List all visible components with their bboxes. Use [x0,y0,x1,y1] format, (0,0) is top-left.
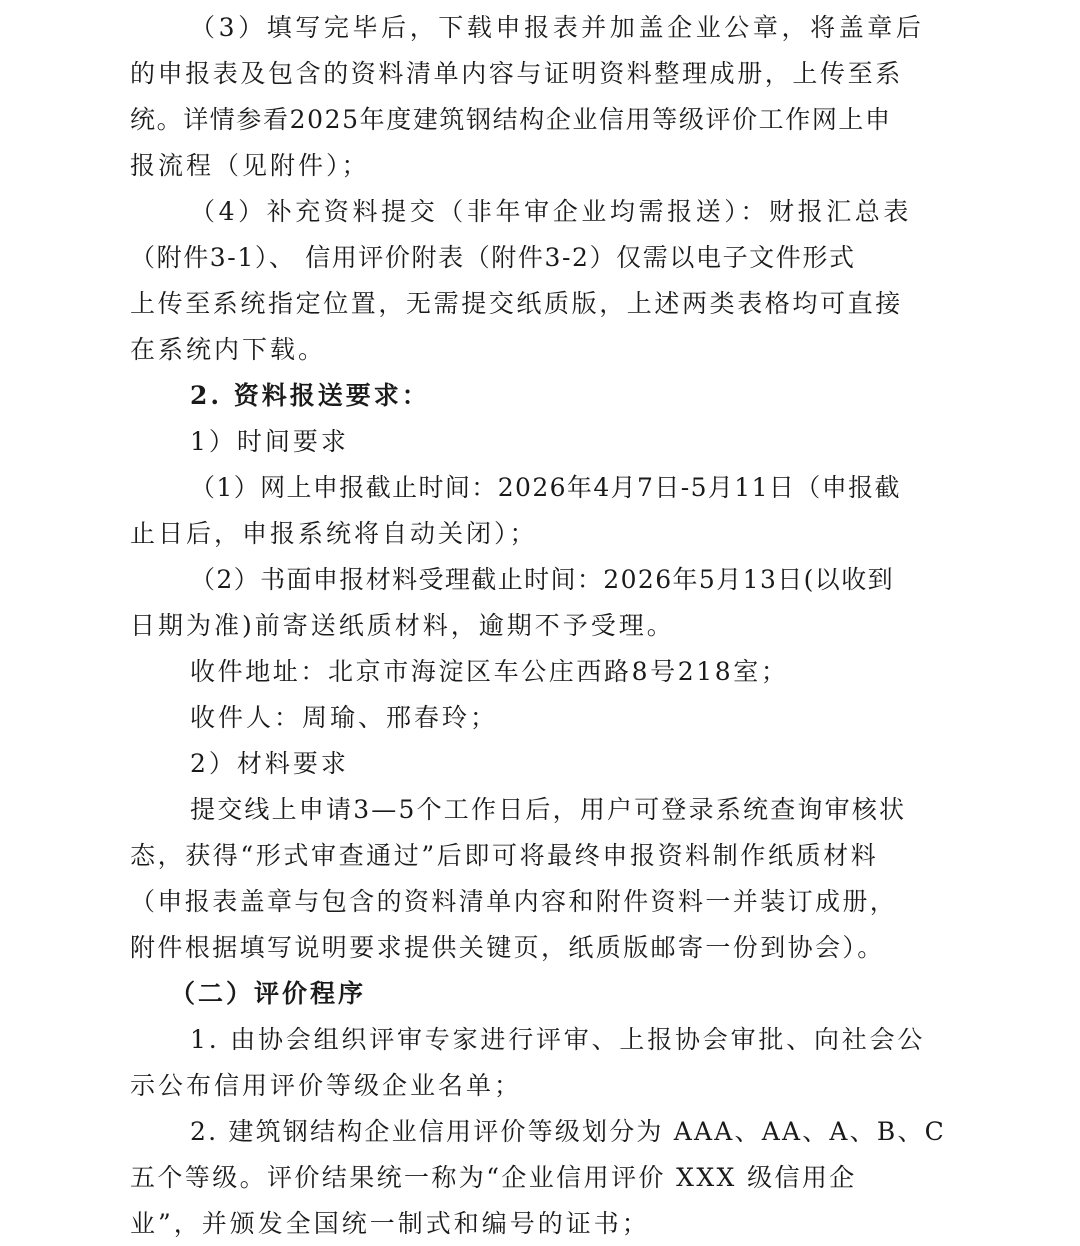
paragraph-line: 业”，并颁发全国统一制式和编号的证书； [130,1209,650,1238]
paragraph-line: 1. 由协会组织评审专家进行评审、上报协会审批、向社会公 [190,1025,926,1054]
paragraph-line: 附件根据填写说明要求提供关键页，纸质版邮寄一份到协会）。 [130,933,885,962]
mailing-address: 收件地址：北京市海淀区车公庄西路8号218室； [190,657,789,686]
subsection-heading: 1）时间要求 [190,427,349,456]
paragraph-line: 日期为准)前寄送纸质材料，逾期不予受理。 [130,611,675,640]
recipient: 收件人：周瑜、邢春玲； [190,703,499,732]
subsection-heading: 2）材料要求 [190,749,349,778]
paragraph-line: （3）填写完毕后，下载申报表并加盖企业公章，将盖章后 [190,13,925,42]
paragraph-line: 五个等级。评价结果统一称为“企业信用评价 XXX 级信用企 [130,1163,857,1192]
paragraph-line: 示公布信用评价等级企业名单； [130,1071,523,1100]
paragraph-line: 2. 建筑钢结构企业信用评价等级划分为 AAA、AA、A、B、C [190,1117,946,1146]
paragraph-line: 态，获得“形式审查通过”后即可将最终申报资料制作纸质材料 [130,841,879,870]
paragraph-line: 统。详情参看2025年度建筑钢结构企业信用等级评价工作网上申 [130,105,892,134]
paragraph-line: （1）网上申报截止时间：2026年4月7日-5月11日（申报截 [190,473,901,502]
paragraph-line: （附件3-1）、 信用评价附表（附件3-2）仅需以电子文件形式 [130,243,856,272]
paragraph-line: 止日后，申报系统将自动关闭）； [130,519,538,548]
section-heading: 2. 资料报送要求： [190,381,430,410]
paragraph-line: （申报表盖章与包含的资料清单内容和附件资料一并装订成册， [130,887,898,916]
paragraph-line: （2）书面申报材料受理截止时间：2026年5月13日(以收到 [190,565,895,594]
paragraph-line: 的申报表及包含的资料清单内容与证明资料整理成册，上传至系 [130,59,903,88]
section-heading: （二）评价程序 [170,979,367,1008]
paragraph-line: 提交线上申请3—5个工作日后，用户可登录系统查询审核状 [190,795,907,824]
paragraph-line: （4）补充资料提交（非年审企业均需报送）：财报汇总表 [190,197,913,226]
paragraph-line: 在系统内下载。 [130,335,327,364]
paragraph-line: 上传至系统指定位置，无需提交纸质版，上述两类表格均可直接 [130,289,903,318]
paragraph-line: 报流程（见附件）； [130,151,370,180]
